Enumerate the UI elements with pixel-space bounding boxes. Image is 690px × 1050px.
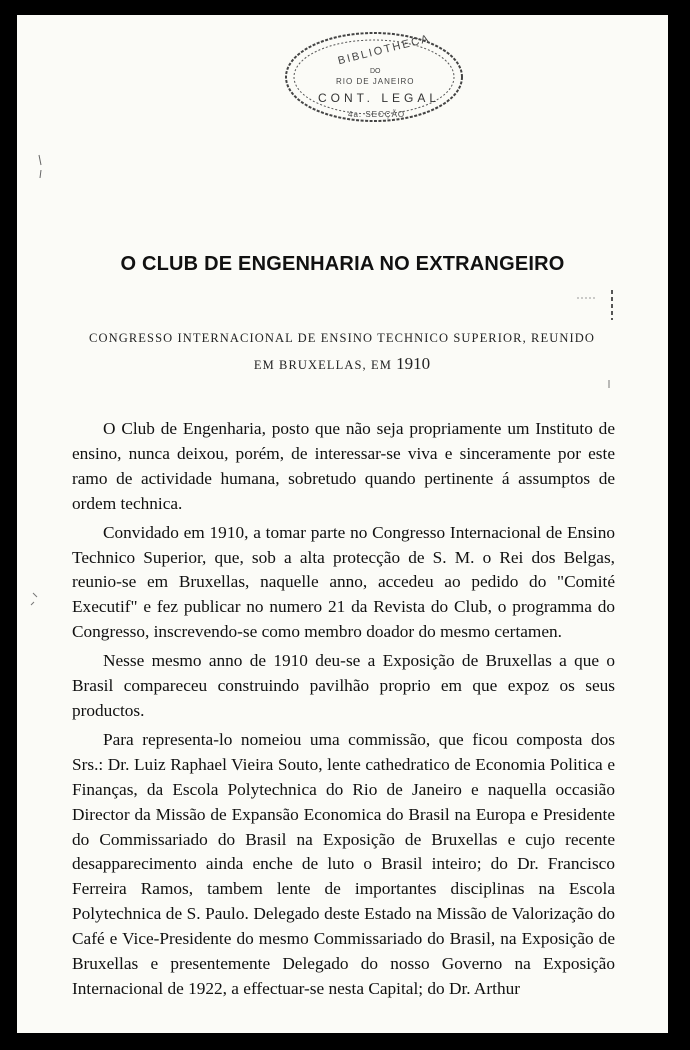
paragraph: O Club de Engenharia, posto que não seja propriamente um Instituto de ensino, nunca deixou, porém, de interessar-se viva e sinceramente por este ramo de actividade humana, sobretudo quando pertinente á assumptos de ordem technica. xyxy=(72,419,615,513)
svg-text:BIBLIOTHECA: BIBLIOTHECA xyxy=(336,32,432,68)
page-subtitle xyxy=(47,326,637,378)
svg-text:4a. SECÇÃO: 4a. SECÇÃO xyxy=(348,110,406,119)
subtitle-line-2 xyxy=(47,351,637,378)
paragraph: Convidado em 1910, a tomar parte no Congresso Internacional de Ensino Technico Superior, que, sob a alta protecção de S. M. o Rei dos Belgas, reunio-se em Bruxellas, naquelle anno, accedeu ao pedido do "Comité Executif" e fez publicar no numero 21 da Revista do Club, o programma do Congresso, inscrevendo-se como membro doador do mesmo certamen. xyxy=(72,522,615,642)
svg-text:RIO DE JANEIRO: RIO DE JANEIRO xyxy=(336,77,415,86)
svg-text:DO: DO xyxy=(370,68,381,75)
library-stamp xyxy=(282,29,466,125)
subtitle-year: 1910 xyxy=(396,354,431,373)
margin-mark-icon xyxy=(31,593,37,605)
document-page xyxy=(17,15,668,1033)
paragraph: Nesse mesmo anno de 1910 deu-se a Exposição de Bruxellas a que o Brasil compareceu construindo pavilhão proprio em que expoz os seus productos. xyxy=(72,651,615,720)
paragraph: Para representa-lo nomeiou uma commissão, que ficou composta dos Srs.: Dr. Luiz Raphael Vieira Souto, lente cathedratico de Economia Politica e Finanças, da Escola Polytechnica do Rio de Janeiro e naquella occasião Director da Missão de Expansão Economica do Brasil na Europa e Presidente do Commissariado do Brasil na Exposição de Bruxellas e cujo recente desapparecimento ainda enche de luto o Brasil inteiro; do Dr. Francisco Ferreira Ramos, tambem lente de importantes disciplinas na Escola Polytechnica de S. Paulo. Delegado deste Estado na Missão de Valorização do Café e Vice-Presidente do mesmo Commissariado do Brasil, na Exposição de Bruxellas e presentemente Delegado do nosso Governo na Exposição Internacional de 1922, a effectuar-se nesta Capital; do Dr. Arthur xyxy=(72,729,615,998)
subtitle-line-2-text: EM BRUXELLAS, EM xyxy=(253,358,392,372)
svg-text:CONT. LEGAL: CONT. LEGAL xyxy=(318,91,441,105)
article-body xyxy=(72,417,615,1002)
stamp-seal-icon xyxy=(282,29,466,125)
pen-mark-icon xyxy=(39,155,41,178)
page-title: O CLUB DE ENGENHARIA NO EXTRANGEIRO xyxy=(120,253,565,275)
subtitle-line-1: CONGRESSO INTERNACIONAL DE ENSINO TECHNICO SUPERIOR, REUNIDO xyxy=(89,331,595,345)
